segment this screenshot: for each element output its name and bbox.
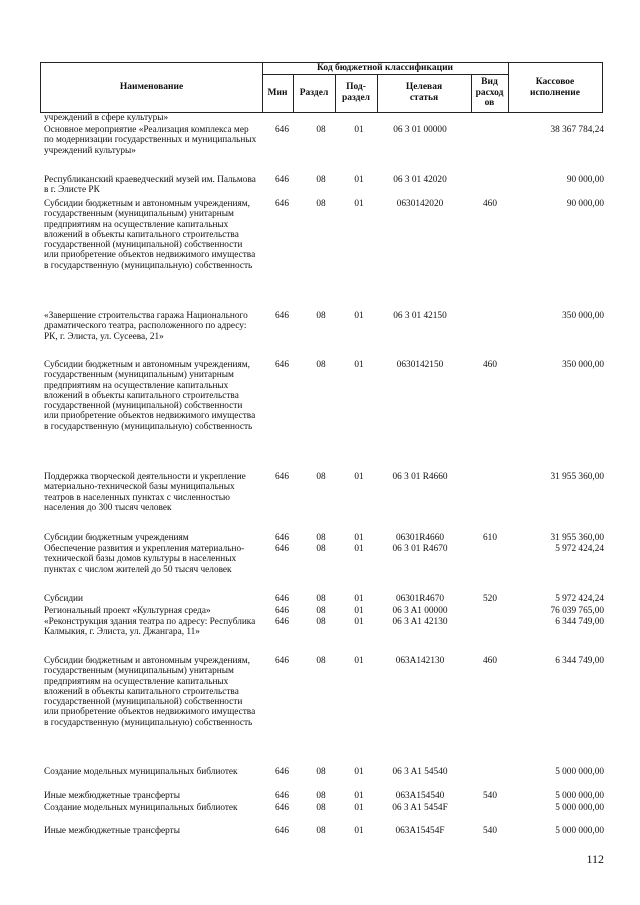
row-target: 06 3 A1 00000 bbox=[392, 606, 448, 616]
row-name: Иные межбюджетные трансферты bbox=[44, 791, 180, 801]
row-section: 08 bbox=[316, 656, 326, 666]
row-subsection: 01 bbox=[354, 125, 364, 135]
row-subsection: 01 bbox=[354, 767, 364, 777]
row-amount: 90 000,00 bbox=[566, 175, 604, 185]
row-section: 08 bbox=[316, 472, 326, 482]
row-name: Субсидии bbox=[44, 594, 84, 604]
row-amount: 5 000 000,00 bbox=[555, 791, 604, 801]
row-amount: 350 000,00 bbox=[562, 360, 604, 370]
row-min: 646 bbox=[275, 826, 289, 836]
row-name: «Завершение строительства гаража Национального драматического театра, расположенного по адресу: РК, г. Элиста, ул. Сусеева, 21» bbox=[44, 311, 248, 342]
row-target: 06 3 01 42150 bbox=[393, 311, 447, 321]
row-subsection: 01 bbox=[354, 594, 364, 604]
header-kind: Вид расход ов bbox=[475, 76, 504, 109]
row-min: 646 bbox=[275, 175, 289, 185]
row-section: 08 bbox=[316, 767, 326, 777]
row-name: Субсидии бюджетным и автономным учреждениям, государственным (муниципальным) унитарным предприятиям на осуществление капитальных вложений в объекты капитального строительства государственной (муниципальной) собственности или приобретение объектов недвижимого имущества в государственную (муниципальную) собственность bbox=[44, 656, 256, 728]
row-kind: 460 bbox=[483, 199, 497, 209]
row-target: 0630142150 bbox=[396, 360, 444, 370]
header-amount: Кассовое исполнение bbox=[530, 76, 580, 98]
row-subsection: 01 bbox=[354, 311, 364, 321]
row-min: 646 bbox=[275, 617, 289, 627]
row-target: 0630142020 bbox=[396, 199, 444, 209]
divider bbox=[471, 74, 472, 112]
row-amount: 31 955 360,00 bbox=[550, 533, 604, 543]
row-target: 06 3 A1 42130 bbox=[392, 617, 448, 627]
row-amount: 5 000 000,00 bbox=[555, 826, 604, 836]
row-amount: 6 344 749,00 bbox=[555, 617, 604, 627]
row-subsection: 01 bbox=[354, 360, 364, 370]
row-section: 08 bbox=[316, 360, 326, 370]
table-header bbox=[40, 62, 603, 113]
row-section: 08 bbox=[316, 544, 326, 554]
row-min: 646 bbox=[275, 803, 289, 813]
row-section: 08 bbox=[316, 826, 326, 836]
row-amount: 5 000 000,00 bbox=[555, 767, 604, 777]
row-subsection: 01 bbox=[354, 791, 364, 801]
header-min: Мин bbox=[267, 87, 288, 98]
row-section: 08 bbox=[316, 617, 326, 627]
row-name: Субсидии бюджетным и автономным учреждениям, государственным (муниципальным) унитарным предприятиям на осуществление капитальных вложений в объекты капитального строительства государственной (муниципальной) собственности или приобретение объектов недвижимого имущества в государственную (муниципальную) собственность bbox=[44, 360, 256, 432]
row-subsection: 01 bbox=[354, 175, 364, 185]
row-subsection: 01 bbox=[354, 617, 364, 627]
row-section: 08 bbox=[316, 594, 326, 604]
row-kind: 540 bbox=[483, 791, 497, 801]
row-subsection: 01 bbox=[354, 544, 364, 554]
row-target: 06 3 A1 54540 bbox=[392, 767, 448, 777]
row-name: Основное мероприятие «Реализация комплекса мер по модернизации государственных и муниципальных учреждений культуры» bbox=[44, 125, 257, 156]
header-section: Раздел bbox=[299, 87, 329, 98]
row-name: Создание модельных муниципальных библиотек bbox=[44, 803, 238, 813]
row-name: Обеспечение развития и укрепления материально-технической базы домов культуры в населенных пунктах с числом жителей до 50 тысяч человек bbox=[44, 544, 245, 575]
row-name: Иные межбюджетные трансферты bbox=[44, 826, 180, 836]
row-name: Создание модельных муниципальных библиотек bbox=[44, 767, 238, 777]
row-name: Субсидии бюджетным учреждениям bbox=[44, 533, 189, 543]
row-subsection: 01 bbox=[354, 826, 364, 836]
row-target: 063A15454F bbox=[395, 826, 445, 836]
row-subsection: 01 bbox=[354, 803, 364, 813]
row-min: 646 bbox=[275, 472, 289, 482]
header-name: Наименование bbox=[119, 82, 184, 93]
row-target: 06 3 01 R4670 bbox=[392, 544, 448, 554]
row-subsection: 01 bbox=[354, 472, 364, 482]
row-target: 06301R4660 bbox=[395, 533, 445, 543]
row-kind: 540 bbox=[483, 826, 497, 836]
divider bbox=[293, 74, 294, 112]
header-code-group: Код бюджетной классификации bbox=[316, 63, 454, 74]
row-amount: 6 344 749,00 bbox=[555, 656, 604, 666]
row-name: Поддержка творческой деятельности и укрепление материально-технической базы муниципальных театров в населенных пунктах с численностью населения до 300 тысяч человек bbox=[44, 472, 246, 513]
row-min: 646 bbox=[275, 533, 289, 543]
row-min: 646 bbox=[275, 767, 289, 777]
row-name: учреждений в сфере культуры» bbox=[44, 113, 169, 123]
row-amount: 76 039 765,00 bbox=[550, 606, 604, 616]
row-target: 06 3 01 R4660 bbox=[392, 472, 448, 482]
row-name: Региональный проект «Культурная среда» bbox=[44, 606, 211, 616]
row-min: 646 bbox=[275, 544, 289, 554]
row-subsection: 01 bbox=[354, 533, 364, 543]
row-target: 063A142130 bbox=[395, 656, 445, 666]
row-min: 646 bbox=[275, 594, 289, 604]
row-subsection: 01 bbox=[354, 656, 364, 666]
row-name: «Реконструкция здания театра по адресу: Республика Калмыкия, г. Элиста, ул. Джангара, 11» bbox=[44, 617, 256, 638]
row-min: 646 bbox=[275, 656, 289, 666]
row-target: 06301R4670 bbox=[395, 594, 445, 604]
row-amount: 5 972 424,24 bbox=[555, 544, 604, 554]
row-section: 08 bbox=[316, 533, 326, 543]
row-target: 06 3 A1 5454F bbox=[392, 803, 448, 813]
row-min: 646 bbox=[275, 791, 289, 801]
row-min: 646 bbox=[275, 199, 289, 209]
row-target: 06 3 01 00000 bbox=[393, 125, 447, 135]
row-target: 063A154540 bbox=[395, 791, 445, 801]
divider bbox=[377, 74, 378, 112]
row-amount: 350 000,00 bbox=[562, 311, 604, 321]
row-name: Республиканский краеведческий музей им. Пальмова в г. Элисте РК bbox=[44, 175, 256, 196]
row-section: 08 bbox=[316, 311, 326, 321]
row-amount: 31 955 360,00 bbox=[550, 472, 604, 482]
row-min: 646 bbox=[275, 360, 289, 370]
row-subsection: 01 bbox=[354, 199, 364, 209]
row-kind: 460 bbox=[483, 656, 497, 666]
row-section: 08 bbox=[316, 199, 326, 209]
row-kind: 460 bbox=[483, 360, 497, 370]
row-section: 08 bbox=[316, 791, 326, 801]
row-min: 646 bbox=[275, 125, 289, 135]
row-kind: 520 bbox=[483, 594, 497, 604]
header-subsection: Под- раздел bbox=[341, 82, 371, 103]
page-number: 112 bbox=[586, 852, 604, 866]
divider bbox=[262, 63, 263, 112]
row-section: 08 bbox=[316, 803, 326, 813]
row-min: 646 bbox=[275, 311, 289, 321]
header-target: Целевая статья bbox=[405, 82, 443, 103]
row-section: 08 bbox=[316, 606, 326, 616]
row-amount: 5 000 000,00 bbox=[555, 803, 604, 813]
row-subsection: 01 bbox=[354, 606, 364, 616]
row-target: 06 3 01 42020 bbox=[393, 175, 447, 185]
row-name: Субсидии бюджетным и автономным учреждениям, государственным (муниципальным) унитарным предприятиям на осуществление капитальных вложений в объекты капитального строительства государственной (муниципальной) собственности или приобретение объектов недвижимого имущества в государственную (муниципальную) собственность bbox=[44, 199, 256, 271]
row-section: 08 bbox=[316, 175, 326, 185]
row-section: 08 bbox=[316, 125, 326, 135]
divider bbox=[508, 63, 509, 112]
row-min: 646 bbox=[275, 606, 289, 616]
divider bbox=[335, 74, 336, 112]
row-kind: 610 bbox=[483, 533, 497, 543]
row-amount: 5 972 424,24 bbox=[555, 594, 604, 604]
row-amount: 38 367 784,24 bbox=[550, 125, 604, 135]
row-amount: 90 000,00 bbox=[566, 199, 604, 209]
